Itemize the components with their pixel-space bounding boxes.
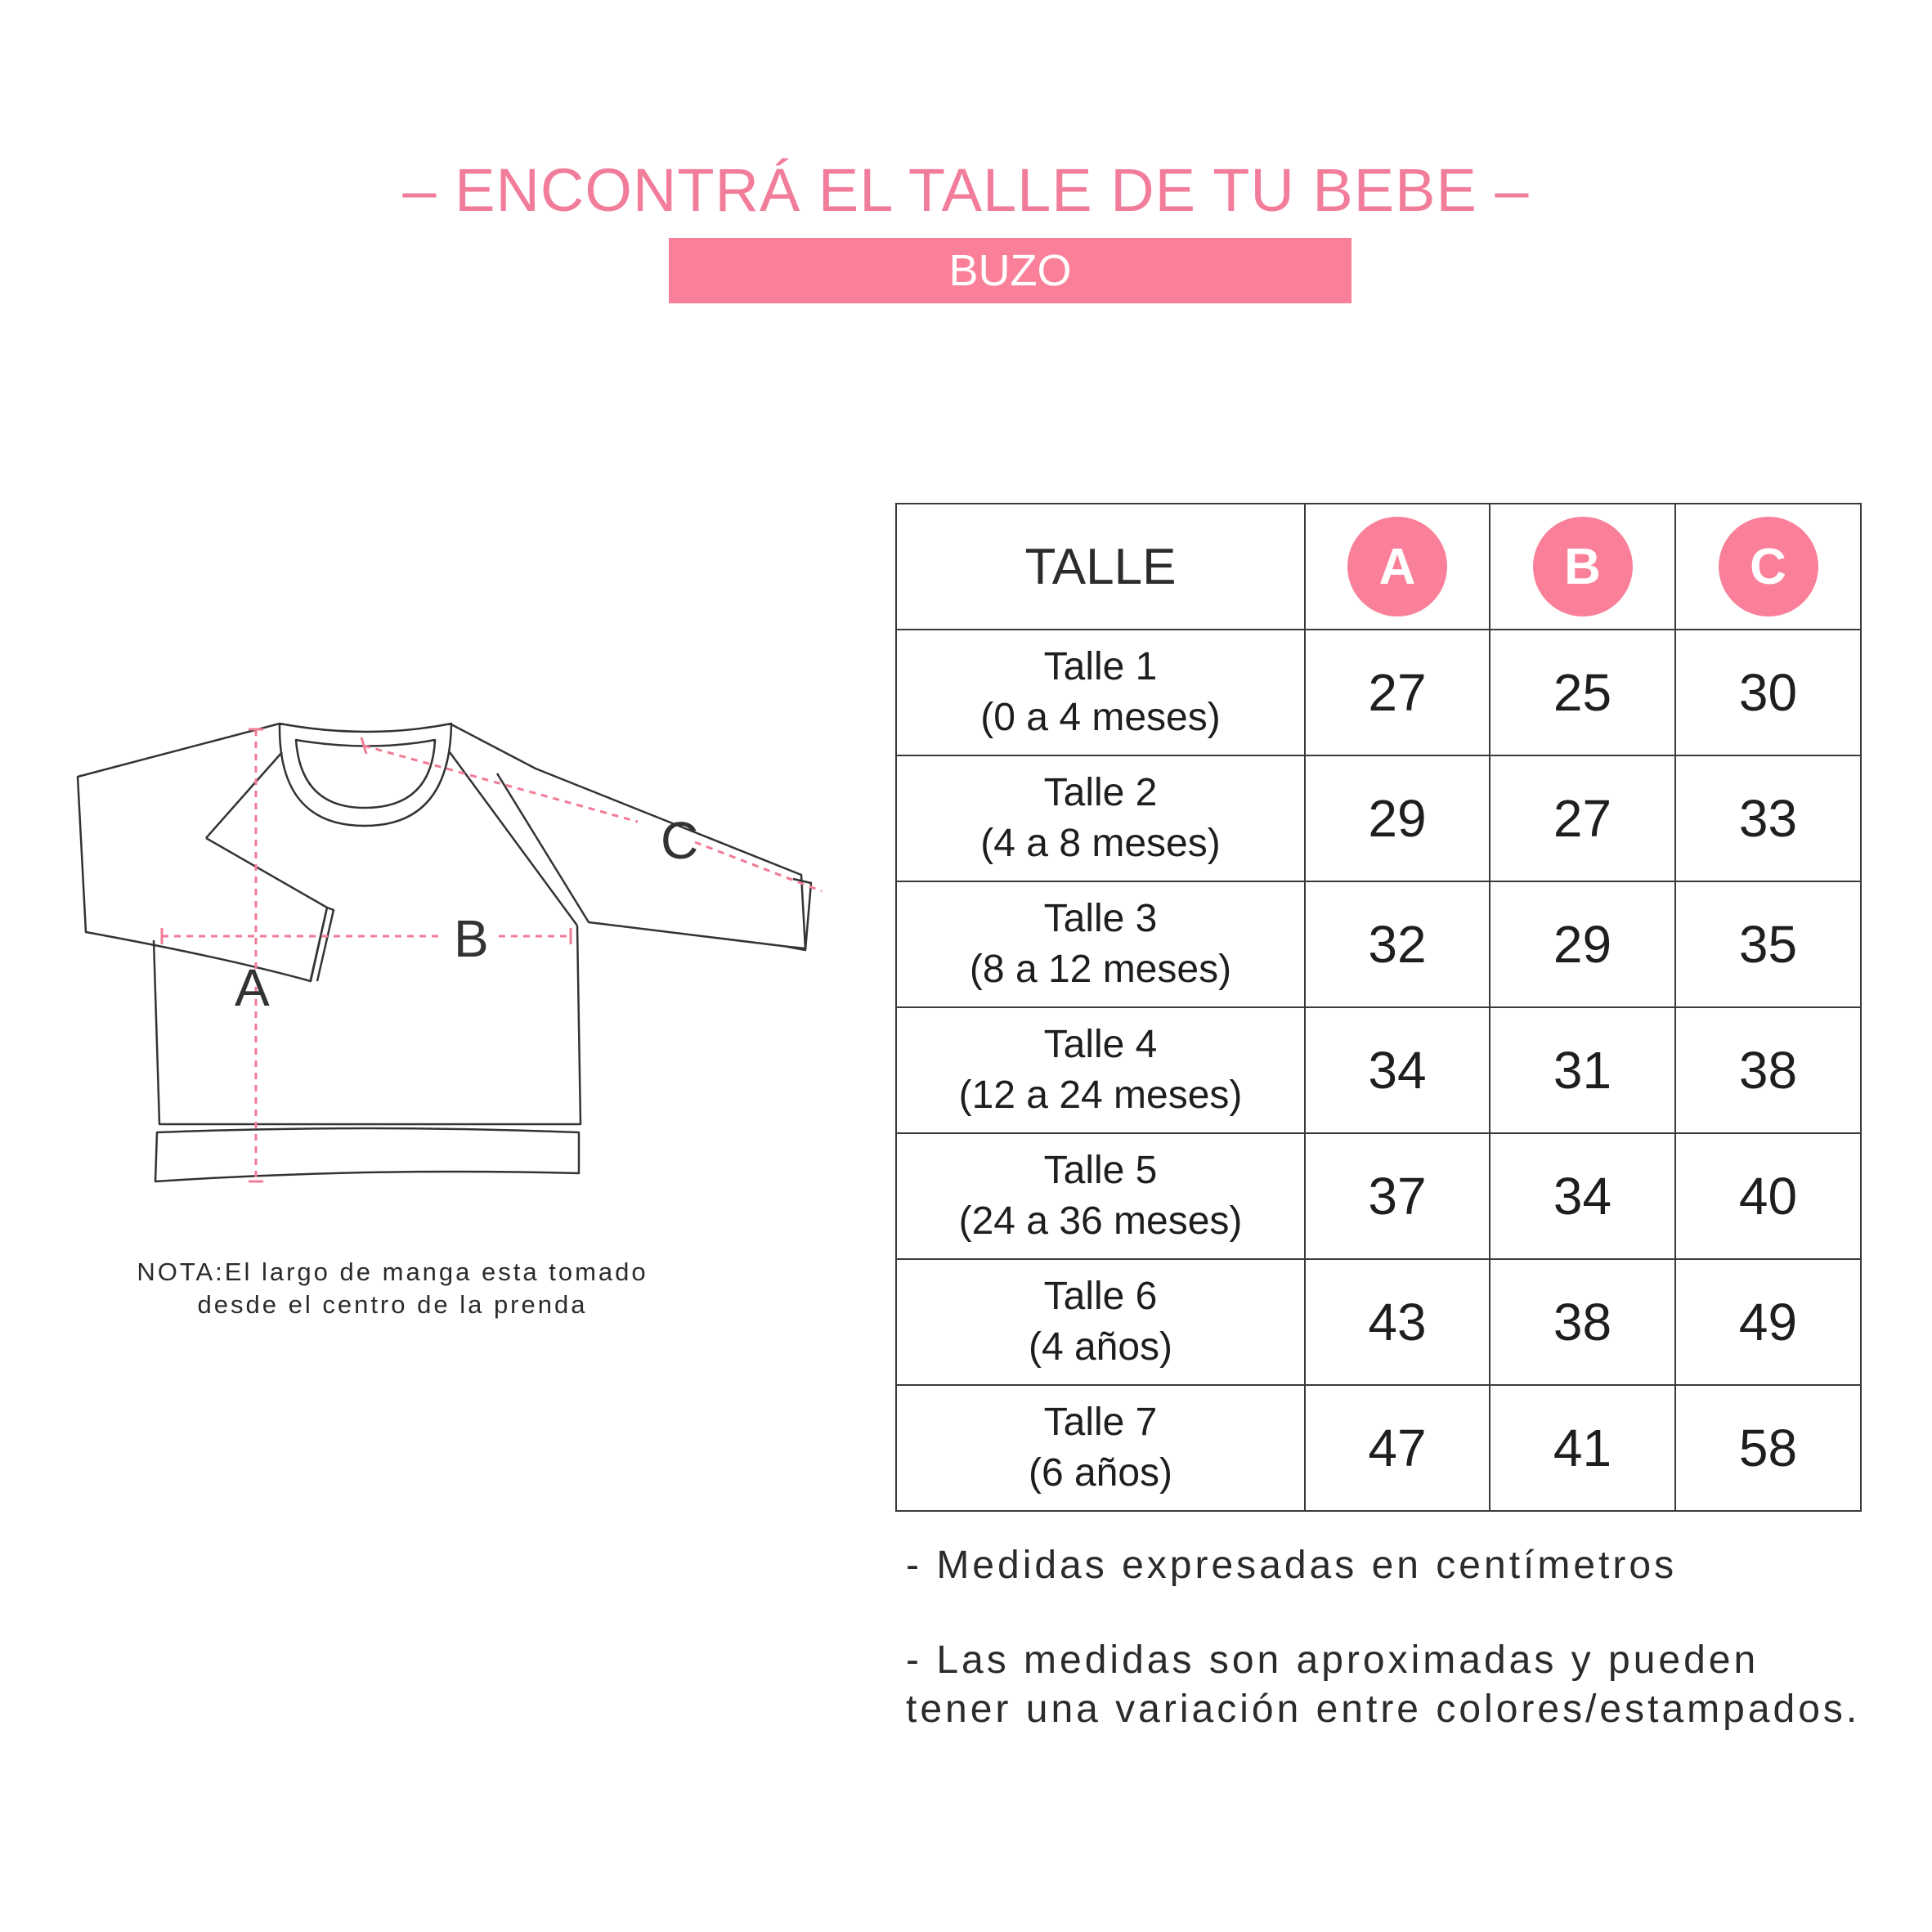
measure-c-line-lower <box>695 842 822 891</box>
measure-a-value: 32 <box>1305 881 1490 1007</box>
hem-band <box>155 1128 579 1181</box>
sleeve-note-line-1: NOTA:El largo de manga esta tomado <box>137 1257 648 1286</box>
measure-c-value: 40 <box>1675 1133 1861 1259</box>
sweatshirt-diagram <box>65 711 850 1202</box>
footnote-units: - Medidas expresadas en centímetros <box>906 1544 1678 1587</box>
header-talle: TALLE <box>896 504 1305 630</box>
garment-banner: BUZO <box>669 238 1352 303</box>
size-cell <box>896 1133 1305 1259</box>
sleeve-note-line-2: desde el centro de la prenda <box>197 1290 588 1319</box>
size-name: Talle 7 <box>1043 1401 1158 1444</box>
size-age-range: (4 años) <box>1028 1325 1173 1369</box>
raglan-seam-left <box>206 752 282 838</box>
measure-label-a: A <box>235 958 270 1017</box>
left-sleeve-outline <box>78 724 327 981</box>
measure-b-value: 27 <box>1490 755 1675 881</box>
measure-b-value: 38 <box>1490 1259 1675 1385</box>
measure-c-value: 58 <box>1675 1385 1861 1511</box>
header-col-b <box>1490 504 1675 630</box>
table-row <box>896 1133 1861 1259</box>
measure-b-value: 29 <box>1490 881 1675 1007</box>
footnote-variation-line-1: - Las medidas son aproximadas y pueden <box>906 1638 1759 1682</box>
page-title: – ENCONTRÁ EL TALLE DE TU BEBE – <box>402 156 1530 224</box>
right-cuff <box>787 879 811 950</box>
table-header-row <box>896 504 1861 630</box>
size-name: Talle 4 <box>1043 1023 1158 1066</box>
size-cell <box>896 630 1305 755</box>
measure-a-value: 47 <box>1305 1385 1490 1511</box>
sweatshirt-body-outline <box>154 926 580 1124</box>
right-sleeve-outline-visible <box>450 724 805 948</box>
footnote-variation-line-2: tener una variación entre colores/estampados. <box>906 1688 1861 1731</box>
measure-c-value: 35 <box>1675 881 1861 1007</box>
size-cell <box>896 881 1305 1007</box>
size-age-range: (8 a 12 meses) <box>969 948 1232 991</box>
table-row <box>896 755 1861 881</box>
measure-label-c: C <box>661 811 699 870</box>
size-table <box>895 503 1862 1512</box>
size-name: Talle 5 <box>1043 1149 1158 1192</box>
footnote-variation <box>906 1636 1920 1734</box>
size-name: Talle 6 <box>1043 1275 1158 1318</box>
measure-c-line-upper <box>364 746 638 822</box>
table-row <box>896 1385 1861 1511</box>
measure-c-value: 38 <box>1675 1007 1861 1133</box>
measure-c-value: 30 <box>1675 630 1861 755</box>
sleeve-note <box>65 1256 719 1321</box>
measure-b-value: 41 <box>1490 1385 1675 1511</box>
size-age-range: (4 a 8 meses) <box>980 822 1221 865</box>
measure-c-value: 49 <box>1675 1259 1861 1385</box>
size-cell <box>896 755 1305 881</box>
measure-a-value: 37 <box>1305 1133 1490 1259</box>
measure-b-value: 34 <box>1490 1133 1675 1259</box>
measure-c-value: 33 <box>1675 755 1861 881</box>
measure-b-value: 31 <box>1490 1007 1675 1133</box>
size-age-range: (12 a 24 meses) <box>958 1074 1243 1117</box>
size-age-range: (6 años) <box>1028 1451 1173 1495</box>
size-cell <box>896 1007 1305 1133</box>
size-cell <box>896 1259 1305 1385</box>
header-badge-a: A <box>1347 517 1447 616</box>
size-cell <box>896 1385 1305 1511</box>
measure-a-value: 29 <box>1305 755 1490 881</box>
measure-a-value: 27 <box>1305 630 1490 755</box>
size-name: Talle 1 <box>1043 645 1158 688</box>
header-badge-b: B <box>1533 517 1633 616</box>
size-age-range: (0 a 4 meses) <box>980 696 1221 739</box>
measure-a-value: 43 <box>1305 1259 1490 1385</box>
header-badge-c: C <box>1719 517 1818 616</box>
table-row <box>896 881 1861 1007</box>
header-col-a <box>1305 504 1490 630</box>
size-age-range: (24 a 36 meses) <box>958 1199 1243 1243</box>
footnotes <box>906 1541 1920 1734</box>
size-name: Talle 2 <box>1043 771 1158 814</box>
header-col-c <box>1675 504 1861 630</box>
measure-b-value: 25 <box>1490 630 1675 755</box>
measure-label-b: B <box>454 909 489 968</box>
size-name: Talle 3 <box>1043 897 1158 940</box>
table-row <box>896 630 1861 755</box>
table-row <box>896 1259 1861 1385</box>
table-row <box>896 1007 1861 1133</box>
measure-a-value: 34 <box>1305 1007 1490 1133</box>
